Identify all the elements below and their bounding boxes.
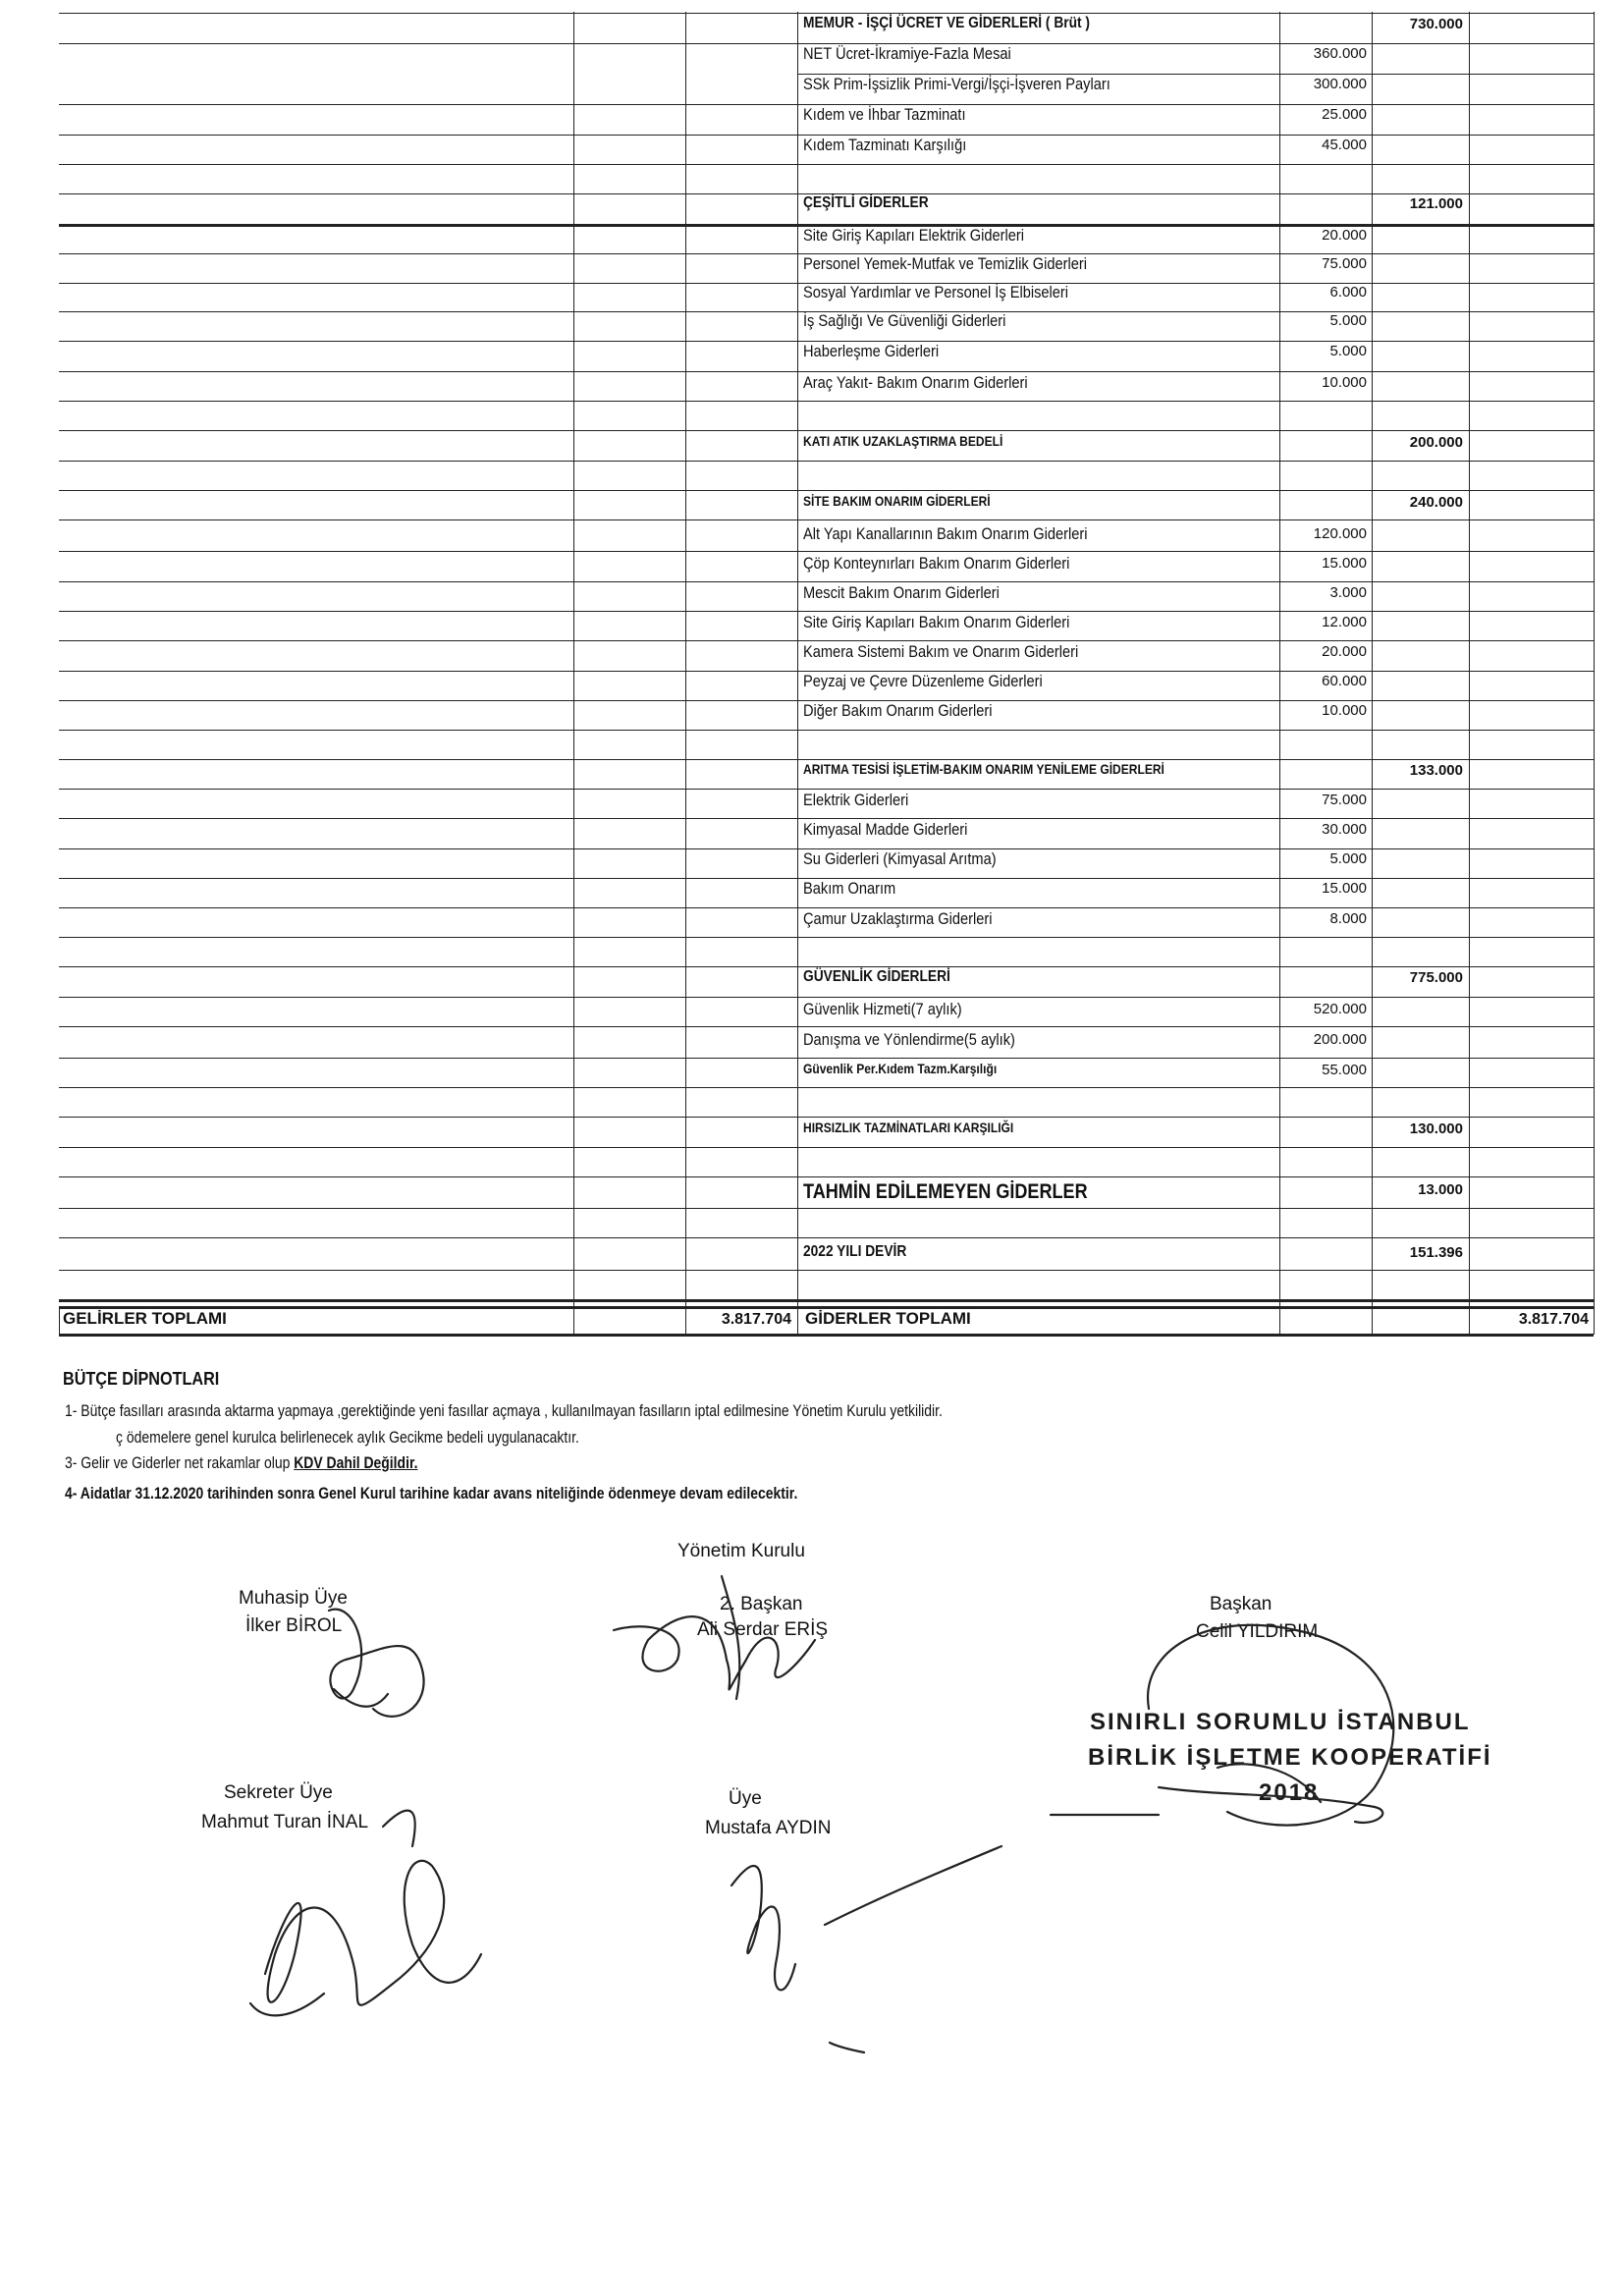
expense-amount: 15.000: [1322, 880, 1367, 897]
signature-secretary: [265, 1861, 481, 2005]
expense-amount: 8.000: [1329, 910, 1367, 927]
expense-label: KATI ATIK UZAKLAŞTIRMA BEDELİ: [803, 433, 1003, 449]
expense-label: Kıdem Tazminatı Karşılığı: [803, 136, 967, 154]
expense-label: Peyzaj ve Çevre Düzenleme Giderleri: [803, 672, 1043, 690]
income-total-value: 3.817.704: [721, 1311, 791, 1328]
expense-amount: 120.000: [1313, 525, 1367, 542]
expense-label: Site Giriş Kapıları Elektrik Giderleri: [803, 226, 1025, 245]
expense-label: Alt Yapı Kanallarının Bakım Onarım Giderleri: [803, 524, 1088, 543]
member-title: Üye: [729, 1788, 762, 1809]
expense-group-total: 13.000: [1418, 1181, 1463, 1198]
signature-accountant: [329, 1610, 424, 1717]
expense-group-total: 133.000: [1409, 762, 1463, 779]
expense-amount: 25.000: [1322, 106, 1367, 123]
expense-amount: 45.000: [1322, 137, 1367, 153]
note-3-emphasis: KDV Dahil Değildir.: [294, 1453, 418, 1472]
expense-label: Danışma ve Yönlendirme(5 aylık): [803, 1030, 1015, 1049]
board-heading: Yönetim Kurulu: [677, 1541, 805, 1561]
expense-amount: 20.000: [1322, 227, 1367, 244]
expense-label: ARITMA TESİSİ İŞLETİM-BAKIM ONARIM YENİLEME GİDERLERİ: [803, 761, 1164, 777]
vice-president-name: Ali Serdar ERİŞ: [697, 1619, 829, 1640]
accountant-name: İlker BİROL: [245, 1615, 343, 1636]
secretary-title: Sekreter Üye: [224, 1782, 333, 1803]
expense-group-total: 121.000: [1409, 195, 1463, 212]
president-title: Başkan: [1210, 1594, 1272, 1614]
signature-member: [731, 1866, 795, 1990]
expense-label: Sosyal Yardımlar ve Personel İş Elbiseleri: [803, 283, 1069, 301]
stamp-line-3: 2018: [1259, 1779, 1320, 1806]
expense-label: Diğer Bakım Onarım Giderleri: [803, 701, 993, 720]
stamp-line-1: SINIRLI SORUMLU İSTANBUL: [1090, 1709, 1471, 1735]
expense-label: Kamera Sistemi Bakım ve Onarım Giderleri: [803, 642, 1079, 661]
expense-amount: 6.000: [1329, 284, 1367, 301]
expense-amount: 60.000: [1322, 673, 1367, 689]
expense-label: Çöp Konteynırları Bakım Onarım Giderleri: [803, 554, 1070, 573]
expense-label: Kıdem ve İhbar Tazminatı: [803, 105, 966, 124]
expense-amount: 30.000: [1322, 821, 1367, 838]
expense-group-total: 730.000: [1409, 16, 1463, 32]
expense-amount: 15.000: [1322, 555, 1367, 572]
expense-amount: 3.000: [1329, 584, 1367, 601]
expense-label: TAHMİN EDİLEMEYEN GİDERLER: [803, 1180, 1088, 1203]
expense-label: Kimyasal Madde Giderleri: [803, 820, 968, 839]
expense-label: HIRSIZLIK TAZMİNATLARI KARŞILIĞI: [803, 1120, 1014, 1135]
expense-amount: 5.000: [1329, 850, 1367, 867]
expense-label: GÜVENLİK GİDERLERİ: [803, 968, 950, 985]
notes-title: BÜTÇE DİPNOTLARI: [63, 1369, 220, 1389]
expense-label: Personel Yemek-Mutfak ve Temizlik Giderleri: [803, 254, 1088, 273]
expense-amount: 5.000: [1329, 312, 1367, 329]
expense-label: Bakım Onarım: [803, 879, 896, 898]
expense-amount: 55.000: [1322, 1062, 1367, 1078]
expense-amount: 10.000: [1322, 374, 1367, 391]
expense-label: İş Sağlığı Ve Güvenliği Giderleri: [803, 311, 1006, 330]
note-1: 1- Bütçe fasılları arasında aktarma yapmaya ,gerektiğinde yeni fasıllar açmaya , kullanılmayan fasılların iptal edilmesine Yönetim Kurulu yetkilidir.: [65, 1401, 943, 1420]
member-name: Mustafa AYDIN: [705, 1818, 832, 1838]
expense-label: Güvenlik Per.Kıdem Tazm.Karşılığı: [803, 1061, 998, 1076]
expense-label: Mescit Bakım Onarım Giderleri: [803, 583, 1000, 602]
expense-amount: 5.000: [1329, 343, 1367, 359]
expense-label: NET Ücret-İkramiye-Fazla Mesai: [803, 44, 1011, 63]
stamp-line-2: BİRLİK İŞLETME KOOPERATİFİ: [1088, 1744, 1492, 1771]
expense-label: Elektrik Giderleri: [803, 791, 909, 809]
note-2: ç ödemelere genel kurulca belirlenecek aylık Gecikme bedeli uygulanacaktır.: [116, 1428, 579, 1447]
expense-group-total: 240.000: [1409, 494, 1463, 511]
expense-group-total: 151.396: [1409, 1244, 1463, 1261]
income-total-label: GELİRLER TOPLAMI: [63, 1309, 227, 1328]
expense-total-label: GİDERLER TOPLAMI: [805, 1309, 971, 1328]
accountant-title: Muhasip Üye: [239, 1588, 348, 1609]
expense-label: Güvenlik Hizmeti(7 aylık): [803, 1000, 962, 1018]
expense-label: SİTE BAKIM ONARIM GİDERLERİ: [803, 493, 991, 509]
expense-amount: 12.000: [1322, 614, 1367, 630]
vice-president-title: 2. Başkan: [720, 1594, 803, 1614]
expense-label: ÇEŞİTLİ GİDERLER: [803, 194, 929, 211]
expense-amount: 200.000: [1313, 1031, 1367, 1048]
note-3-text: 3- Gelir ve Giderler net rakamlar olup: [65, 1453, 291, 1472]
signature-vice: [614, 1616, 815, 1689]
expense-label: MEMUR - İŞÇİ ÜCRET VE GİDERLERİ ( Brüt ): [803, 15, 1091, 31]
expense-amount: 75.000: [1322, 792, 1367, 808]
expense-amount: 75.000: [1322, 255, 1367, 272]
expense-label: Araç Yakıt- Bakım Onarım Giderleri: [803, 373, 1028, 392]
expense-label: Haberleşme Giderleri: [803, 342, 940, 360]
expense-group-total: 775.000: [1409, 969, 1463, 986]
expense-label: Site Giriş Kapıları Bakım Onarım Giderleri: [803, 613, 1070, 631]
expense-amount: 300.000: [1313, 76, 1367, 92]
president-name: Celil YILDIRIM: [1196, 1621, 1319, 1642]
secretary-name: Mahmut Turan İNAL: [201, 1812, 369, 1832]
expense-label: SSk Prim-İşsizlik Primi-Vergi/İşçi-İşveren Payları: [803, 75, 1110, 93]
expense-amount: 360.000: [1313, 45, 1367, 62]
expense-group-total: 200.000: [1409, 434, 1463, 451]
expense-group-total: 130.000: [1409, 1121, 1463, 1137]
expense-amount: 520.000: [1313, 1001, 1367, 1017]
expense-total-value: 3.817.704: [1518, 1311, 1589, 1328]
expense-amount: 10.000: [1322, 702, 1367, 719]
expense-label: Su Giderleri (Kimyasal Arıtma): [803, 849, 997, 868]
expense-amount: 20.000: [1322, 643, 1367, 660]
expense-label: Çamur Uzaklaştırma Giderleri: [803, 909, 993, 928]
note-4: 4- Aidatlar 31.12.2020 tarihinden sonra Genel Kurul tarihine kadar avans niteliğinde ödenmeye devam edilecektir.: [65, 1484, 798, 1503]
expense-label: 2022 YILI DEVİR: [803, 1243, 907, 1260]
